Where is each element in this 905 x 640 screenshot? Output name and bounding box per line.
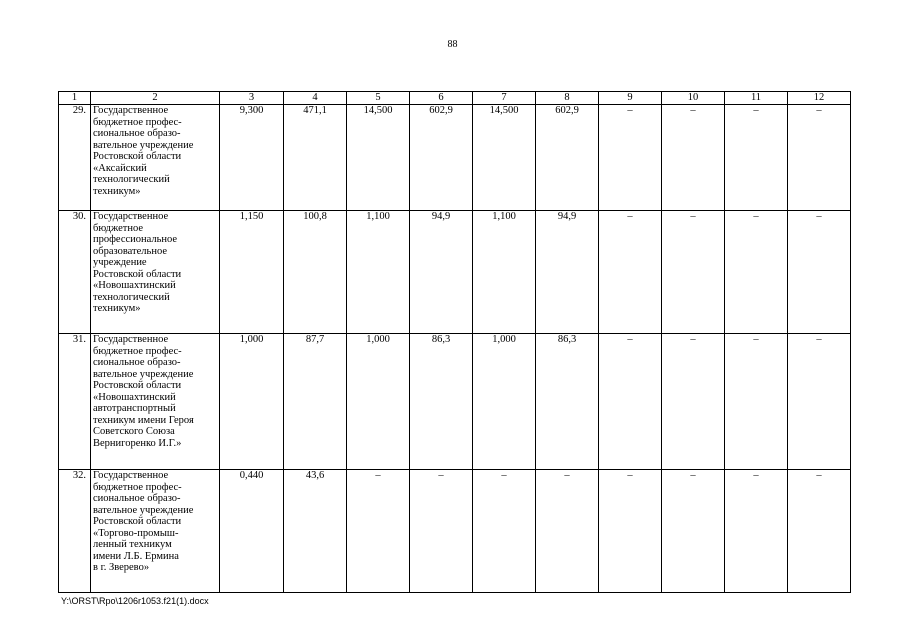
column-number-6: 6 (410, 92, 473, 105)
value-cell-col-4: 100,8 (284, 211, 347, 334)
table-row (59, 334, 851, 470)
institution-name: Государственное бюджетное профес- сиональное образо- вательное учреждение Ростовской области «Аксайский технологический техникум» (91, 105, 220, 211)
value-cell-col-5: 1,100 (347, 211, 410, 334)
value-cell-col-10: – (662, 105, 725, 211)
value-cell-col-7: 1,100 (473, 211, 536, 334)
value-cell-col-12: – (788, 211, 851, 334)
value-cell-col-4: 471,1 (284, 105, 347, 211)
value-cell-col-6: – (410, 470, 473, 593)
column-number-4: 4 (284, 92, 347, 105)
row-number: 29. (59, 105, 91, 211)
value-cell-col-10: – (662, 470, 725, 593)
page-number: 88 (447, 39, 458, 50)
institution-name: Государственное бюджетное профессиональное образовательное учреждение Ростовской области «Новошахтинский технологический техникум» (91, 211, 220, 334)
column-number-5: 5 (347, 92, 410, 105)
table-body (59, 92, 851, 593)
value-cell-col-12: – (788, 334, 851, 470)
institution-name: Государственное бюджетное профес- сиональное образо- вательное учреждение Ростовской области «Новошахтинский автотранспортный техникум имени Героя Советского Союза Вернигоренко И.Г.» (91, 334, 220, 470)
value-cell-col-9: – (599, 105, 662, 211)
value-cell-col-8: 94,9 (536, 211, 599, 334)
row-number: 31. (59, 334, 91, 470)
value-cell-col-3: 0,440 (220, 470, 284, 593)
value-cell-col-10: – (662, 334, 725, 470)
column-number-3: 3 (220, 92, 284, 105)
footer-file-path: Y:\ORST\Rpo\1206r1053.f21(1).docx (61, 596, 209, 606)
column-number-9: 9 (599, 92, 662, 105)
value-cell-col-11: – (725, 470, 788, 593)
column-number-7: 7 (473, 92, 536, 105)
value-cell-col-3: 1,000 (220, 334, 284, 470)
column-number-8: 8 (536, 92, 599, 105)
value-cell-col-7: 1,000 (473, 334, 536, 470)
value-cell-col-5: 1,000 (347, 334, 410, 470)
value-cell-col-4: 43,6 (284, 470, 347, 593)
column-number-10: 10 (662, 92, 725, 105)
value-cell-col-10: – (662, 211, 725, 334)
column-number-1: 1 (59, 92, 91, 105)
value-cell-col-9: – (599, 211, 662, 334)
value-cell-col-8: – (536, 470, 599, 593)
value-cell-col-12: – (788, 105, 851, 211)
value-cell-col-3: 9,300 (220, 105, 284, 211)
institution-name: Государственное бюджетное профес- сиональное образо- вательное учреждение Ростовской области «Торгово-промыш- ленный техникум имени Л.Б. Ермина в г. Зверево» (91, 470, 220, 593)
value-cell-col-3: 1,150 (220, 211, 284, 334)
value-cell-col-6: 602,9 (410, 105, 473, 211)
value-cell-col-9: – (599, 470, 662, 593)
table-row (59, 470, 851, 593)
value-cell-col-7: 14,500 (473, 105, 536, 211)
table-row (59, 211, 851, 334)
row-number: 30. (59, 211, 91, 334)
data-table (58, 91, 851, 593)
column-number-11: 11 (725, 92, 788, 105)
value-cell-col-11: – (725, 211, 788, 334)
value-cell-col-9: – (599, 334, 662, 470)
column-number-12: 12 (788, 92, 851, 105)
value-cell-col-8: 602,9 (536, 105, 599, 211)
value-cell-col-7: – (473, 470, 536, 593)
value-cell-col-8: 86,3 (536, 334, 599, 470)
value-cell-col-11: – (725, 105, 788, 211)
value-cell-col-12: – (788, 470, 851, 593)
table-row (59, 105, 851, 211)
value-cell-col-5: 14,500 (347, 105, 410, 211)
value-cell-col-6: 94,9 (410, 211, 473, 334)
value-cell-col-11: – (725, 334, 788, 470)
column-number-row (59, 92, 851, 105)
value-cell-col-4: 87,7 (284, 334, 347, 470)
row-number: 32. (59, 470, 91, 593)
column-number-2: 2 (91, 92, 220, 105)
value-cell-col-6: 86,3 (410, 334, 473, 470)
value-cell-col-5: – (347, 470, 410, 593)
